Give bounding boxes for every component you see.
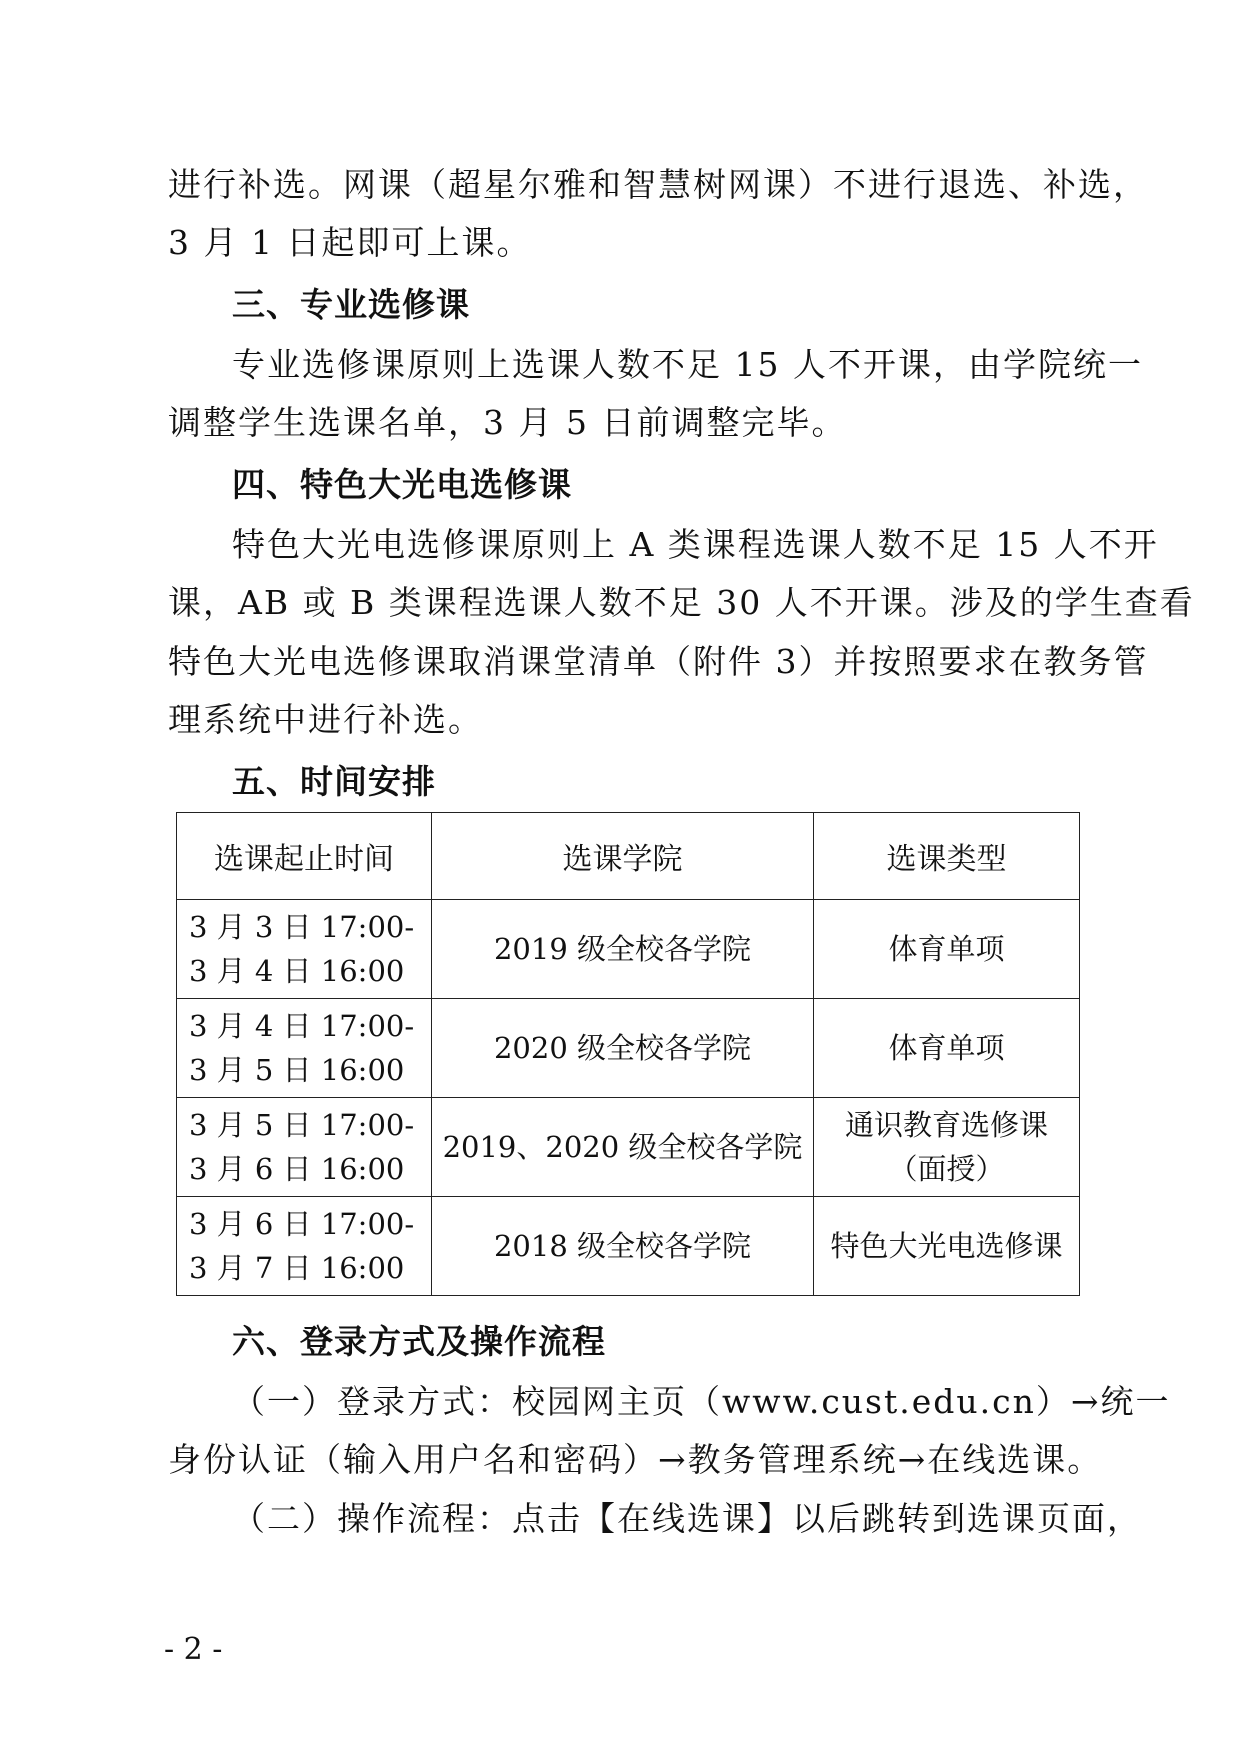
- table-cell-type: 通识教育选修课 （面授）: [814, 1098, 1080, 1197]
- table-row: [177, 900, 1080, 999]
- section-heading-4: 四、特色大光电选修课: [232, 465, 572, 504]
- paragraph-line: 身份认证（输入用户名和密码）→教务管理系统→在线选课。: [168, 1440, 1103, 1479]
- table-cell-college: 2019、2020 级全校各学院: [432, 1098, 814, 1197]
- table-header-college: 选课学院: [432, 813, 814, 900]
- table-cell-time: 3 月 6 日 17:00- 3 月 7 日 16:00: [177, 1197, 432, 1296]
- section-heading-6: 六、登录方式及操作流程: [232, 1322, 606, 1361]
- table-cell-type: 特色大光电选修课: [814, 1197, 1080, 1296]
- section-heading-5: 五、时间安排: [232, 762, 436, 801]
- paragraph-line: （一）登录方式：校园网主页（www.cust.edu.cn）→统一: [232, 1382, 1171, 1421]
- table-cell-type: 体育单项: [814, 900, 1080, 999]
- table-row: [177, 1098, 1080, 1197]
- table-header-row: [177, 813, 1080, 900]
- table-cell-college: 2018 级全校各学院: [432, 1197, 814, 1296]
- table-row: [177, 999, 1080, 1098]
- paragraph-line: （二）操作流程：点击【在线选课】以后跳转到选课页面，: [232, 1499, 1142, 1538]
- paragraph-line: 进行补选。网课（超星尔雅和智慧树网课）不进行退选、补选，: [168, 165, 1148, 204]
- paragraph-line: 课，AB 或 B 类课程选课人数不足 30 人不开课。涉及的学生查看: [168, 583, 1195, 622]
- paragraph-line: 专业选修课原则上选课人数不足 15 人不开课，由学院统一: [232, 345, 1143, 384]
- table-cell-time: 3 月 4 日 17:00- 3 月 5 日 16:00: [177, 999, 432, 1098]
- schedule-table: [176, 812, 1080, 1296]
- section-heading-3: 三、专业选修课: [232, 285, 470, 324]
- table-cell-type: 体育单项: [814, 999, 1080, 1098]
- paragraph-line: 理系统中进行补选。: [168, 700, 483, 739]
- paragraph-line: 特色大光电选修课取消课堂清单（附件 3）并按照要求在教务管: [168, 642, 1149, 681]
- page-number: - 2 -: [164, 1632, 223, 1667]
- paragraph-line: 特色大光电选修课原则上 A 类课程选课人数不足 15 人不开: [232, 525, 1159, 564]
- table-cell-time: 3 月 5 日 17:00- 3 月 6 日 16:00: [177, 1098, 432, 1197]
- table-cell-college: 2019 级全校各学院: [432, 900, 814, 999]
- paragraph-line: 3 月 1 日起即可上课。: [168, 223, 532, 262]
- table-header-type: 选课类型: [814, 813, 1080, 900]
- table-header-time: 选课起止时间: [177, 813, 432, 900]
- paragraph-line: 调整学生选课名单，3 月 5 日前调整完毕。: [168, 403, 847, 442]
- table-cell-time: 3 月 3 日 17:00- 3 月 4 日 16:00: [177, 900, 432, 999]
- table-row: [177, 1197, 1080, 1296]
- table-cell-college: 2020 级全校各学院: [432, 999, 814, 1098]
